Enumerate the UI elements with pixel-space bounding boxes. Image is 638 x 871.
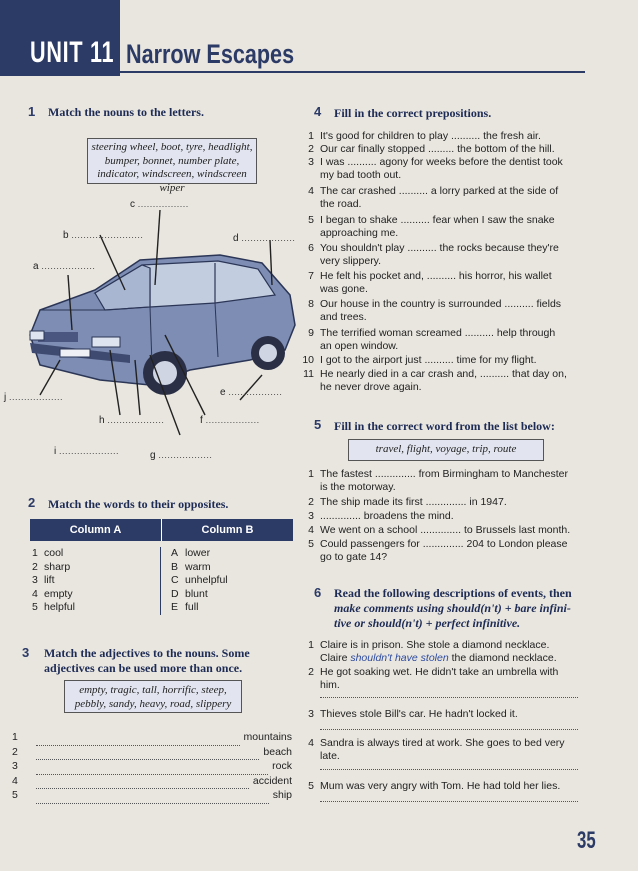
column-a xyxy=(30,547,161,615)
ex1-word-box: steering wheel, boot, tyre, headlight, bumper, bonnet, number plate, indicator, windscreen, windscreen wiper xyxy=(87,138,257,184)
ex4-heading: Fill in the correct prepositions. xyxy=(334,106,492,120)
ex3-heading: Match the adjectives to the nouns. Some adjectives can be used more than once. xyxy=(44,646,250,675)
label-g: g .................. xyxy=(150,450,213,461)
ex6-number: 6 xyxy=(314,585,322,600)
label-f: f .................. xyxy=(200,415,260,426)
ex3-item: 5 ship xyxy=(12,789,292,804)
ex3-item: 4 accident xyxy=(12,775,292,790)
label-e: e .................. xyxy=(220,387,283,398)
ex5-number: 5 xyxy=(314,417,322,432)
ex3-list xyxy=(12,731,292,804)
page-number: 35 xyxy=(577,827,596,854)
ex5-word-box: travel, flight, voyage, trip, route xyxy=(348,439,544,461)
ex3-item: 1 mountains xyxy=(12,731,292,746)
ex3-item: 2 beach xyxy=(12,746,292,761)
column-b-item: D blunt xyxy=(171,587,208,600)
opposites-table xyxy=(30,519,293,615)
column-a-item: 2 sharp xyxy=(32,560,71,573)
answer-line[interactable] xyxy=(320,729,578,730)
ex6-list: 1 Claire is in prison. She stole a diamond necklace. Claire shouldn't have stolen the diamond necklace. 2 He got soaking wet. He didn't take an umbrella with him. 3 Thieves stole Bill's car. He hadn't locked it. 4 Sandra is always tired at work. She goes to bed very late. 5 Mum was very angry with Tom. He had told her lies. xyxy=(302,639,588,809)
label-j: j .................. xyxy=(4,392,64,403)
ex1-number: 1 xyxy=(28,104,36,119)
ex3-word-box: empty, tragic, tall, horrific, steep, pebbly, sandy, heavy, road, slippery xyxy=(64,680,242,713)
column-b xyxy=(161,547,292,615)
answer-line[interactable] xyxy=(36,746,259,761)
label-b: b ........................ xyxy=(63,230,144,241)
ex4-number: 4 xyxy=(314,104,322,119)
answer-line[interactable] xyxy=(320,697,578,698)
column-b-item: C unhelpful xyxy=(171,574,228,587)
column-a-item: 5 helpful xyxy=(32,601,75,614)
label-a: a .................. xyxy=(33,261,96,272)
ex3-number: 3 xyxy=(22,645,30,660)
ex5-heading: Fill in the correct word from the list below: xyxy=(334,419,555,433)
column-b-item: A lower xyxy=(171,547,211,559)
answer-line[interactable] xyxy=(320,801,578,802)
ex3-item: 3 rock xyxy=(12,760,292,775)
ex1-heading: Match the nouns to the letters. xyxy=(48,105,204,119)
unit-label: UNIT 11 xyxy=(30,36,115,69)
ex6-heading: Read the following descriptions of events, then make comments using should(n't) + bare infini- tive or should(n't) + perfect infinitive. xyxy=(334,586,572,630)
column-a-item: 4 empty xyxy=(32,587,73,600)
label-h: h ................... xyxy=(99,415,165,426)
label-c: c ................. xyxy=(130,199,189,210)
ex2-number: 2 xyxy=(28,495,36,510)
ex5-list: 1 The fastest .............. from Birmingham to Manchester is the motorway. 2 The ship made its first .............. in 1947. 3 .............. broadens the mind. 4 We went on a school .............. to Brussels last month. 5 Could passengers for .............. 204 to London please go to gate 14? xyxy=(308,468,571,563)
column-b-header: Column B xyxy=(162,519,293,541)
answer-line[interactable] xyxy=(36,731,240,746)
answer-line[interactable] xyxy=(36,775,249,790)
answer-line[interactable] xyxy=(320,769,578,770)
column-a-header: Column A xyxy=(30,519,162,541)
ex4-list: 1 It's good for children to play .......... the fresh air. 2 Our car finally stopped ......... the bottom of the hill. 3 I was .......... agony for weeks before the dentist took my bad tooth out. 4 The car crashed .......... a lorry parked at the side of the road. 5 I began to shake .......... fear when I saw the snake approaching me. 6 You shouldn't play .......... the rocks because they're very slippery. 7 He felt his pocket and, .......... his horror, his wallet was gone. 8 Our house in the country is surrounded .......... fields and trees. 9 The terrified woman screamed .......... help through an open window. 10 I got to the airport just .......... time for my flight. 11 He nearly died in a car crash and, .......... that day on, he never drove again. xyxy=(302,130,567,393)
column-a-item: 3 lift xyxy=(32,574,55,587)
answer-line[interactable] xyxy=(36,789,269,804)
label-i: i .................... xyxy=(54,446,120,457)
unit-title: Narrow Escapes xyxy=(126,39,295,69)
column-a-item: 1 cool xyxy=(32,547,64,559)
ex2-heading: Match the words to their opposites. xyxy=(48,497,229,511)
title-rule xyxy=(120,71,585,73)
column-b-item: E full xyxy=(171,601,199,614)
label-d: d .................. xyxy=(233,233,296,244)
column-b-item: B warm xyxy=(171,560,211,573)
answer-line[interactable] xyxy=(36,760,268,775)
